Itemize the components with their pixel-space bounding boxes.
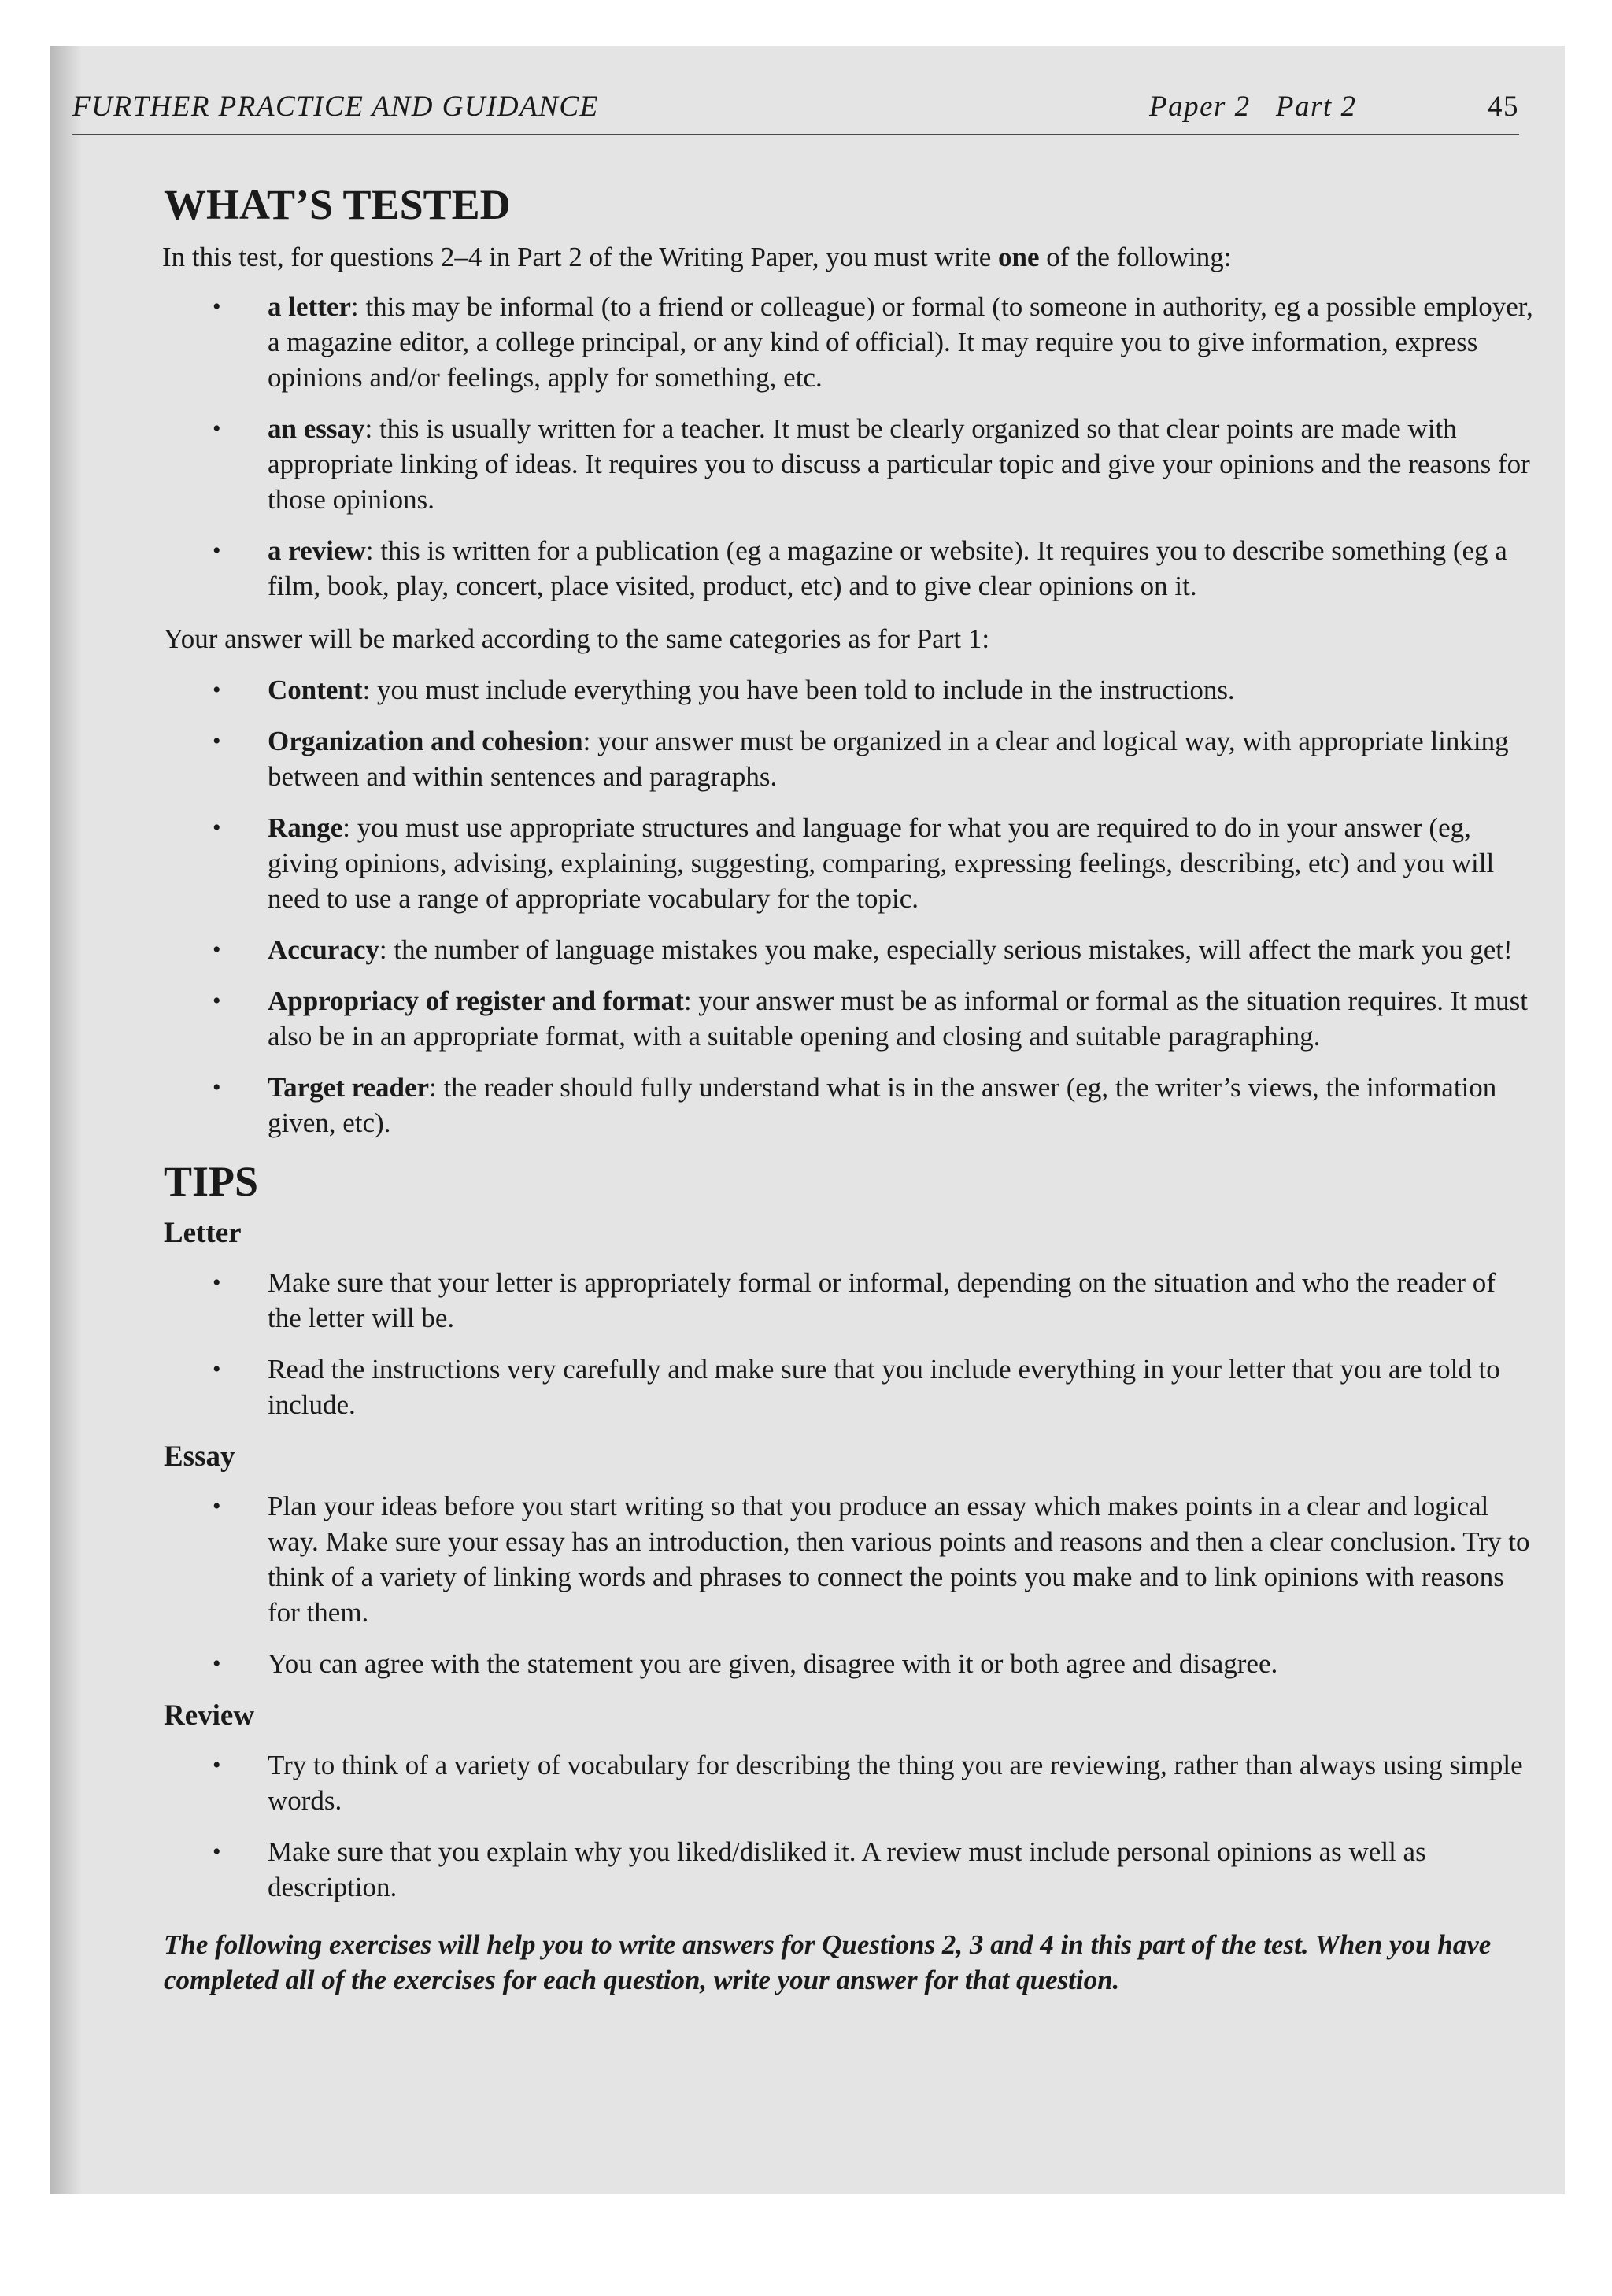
writing-types-list [164, 289, 1533, 604]
list-item: • Try to think of a variety of vocabulary for describing the thing you are reviewing, rather than always using simple words. [164, 1747, 1533, 1818]
marking-categories-list [164, 672, 1533, 1141]
list-item: • an essay: this is usually written for a teacher. It must be clearly organized so that clear points are made with appropriate linking of ideas. It requires you to discuss a particular topic and give your opinions and the reasons for those opinions. [164, 411, 1533, 517]
marking-intro: Your answer will be marked according to the same categories as for Part 1: [164, 623, 990, 654]
tips-review-list [164, 1747, 1533, 1905]
tips-letter-list [164, 1265, 1533, 1422]
list-item: • Accuracy: the number of language mistakes you make, especially serious mistakes, will affect the mark you get! [164, 932, 1533, 967]
scanned-page [50, 46, 1565, 2194]
list-item: • You can agree with the statement you are given, disagree with it or both agree and disagree. [164, 1646, 1533, 1681]
tips-essay-heading: Essay [164, 1440, 235, 1473]
list-item: • Make sure that you explain why you liked/disliked it. A review must include personal opinions as well as description. [164, 1834, 1533, 1905]
header-paper-part: Paper 2 Part 2 [1149, 91, 1357, 123]
list-item: • Make sure that your letter is appropriately formal or informal, depending on the situation and who the reader of the letter will be. [164, 1265, 1533, 1336]
tips-review-heading: Review [164, 1699, 255, 1732]
closing-instructions: The following exercises will help you to write answers for Questions 2, 3 and 4 in this part of the test. When you have completed all of the exercises for each question, write your answer for that question. [164, 1929, 1492, 1995]
page-content [164, 181, 1533, 2025]
list-item: • Organization and cohesion: your answer must be organized in a clear and logical way, with appropriate linking between and within sentences and paragraphs. [164, 723, 1533, 794]
tips-heading: TIPS [164, 1158, 259, 1205]
page-gutter-shadow [50, 46, 82, 2194]
list-item: • Read the instructions very carefully and make sure that you include everything in your letter that you are told to include. [164, 1351, 1533, 1422]
whats-tested-heading: WHAT’S TESTED [164, 181, 511, 228]
list-item: • Appropriacy of register and format: your answer must be as informal or formal as the situation requires. It must also be in an appropriate format, with a suitable opening and closing and suitable paragraphing. [164, 983, 1533, 1054]
whats-tested-intro: In this test, for questions 2–4 in Part 2 of the Writing Paper, you must write one of the following: [162, 242, 1232, 272]
list-item: • a letter: this may be informal (to a friend or colleague) or formal (to someone in authority, eg a possible employer, a magazine editor, a college principal, or any kind of official). It may require you to give information, express opinions and/or feelings, apply for something, etc. [164, 289, 1533, 395]
list-item: • a review: this is written for a publication (eg a magazine or website). It requires you to describe something (eg a film, book, play, concert, place visited, product, etc) and to give clear opinions on it. [164, 533, 1533, 604]
running-header [72, 87, 1519, 135]
header-section-title: FURTHER PRACTICE AND GUIDANCE [72, 91, 599, 123]
tips-letter-heading: Letter [164, 1217, 242, 1249]
page-number: 45 [1488, 91, 1519, 123]
list-item: • Content: you must include everything you have been told to include in the instructions. [164, 672, 1533, 708]
list-item: • Target reader: the reader should fully understand what is in the answer (eg, the writer’s views, the information given, etc). [164, 1070, 1533, 1141]
tips-essay-list [164, 1488, 1533, 1681]
list-item: • Range: you must use appropriate structures and language for what you are required to do in your answer (eg, giving opinions, advising, explaining, suggesting, comparing, expressing feelings, describing, etc) and you will need to use a range of appropriate vocabulary for the topic. [164, 810, 1533, 916]
list-item: • Plan your ideas before you start writing so that you produce an essay which makes points in a clear and logical way. Make sure your essay has an introduction, then various points and reasons and then a clear conclusion. Try to think of a variety of linking words and phrases to connect the points you make and to link opinions with reasons for them. [164, 1488, 1533, 1630]
